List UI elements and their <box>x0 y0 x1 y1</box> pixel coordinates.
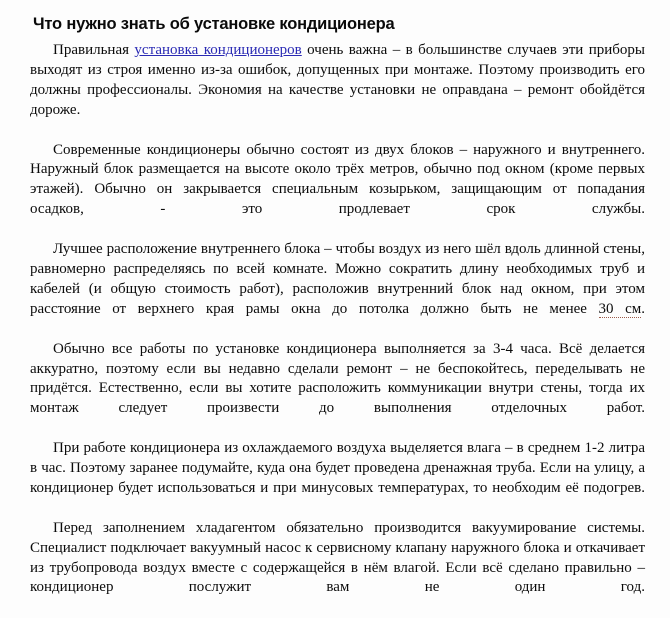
inline-link-air-conditioner-installation[interactable]: установка кондиционеров <box>134 42 302 58</box>
paragraph: Правильная установка кондиционеров очень важна – в большинстве случаев эти приборы выходят из строя именно из-за ошибок, допущенных при монтаже. Поэтому производить его должны профессионалы. Экономия на качестве установки не оправдана – ремонт обойдётся дороже. <box>30 42 645 118</box>
paragraph: Современные кондиционеры обычно состоят из двух блоков – наружного и внутреннего. Наружный блок размещается на высоте около трёх метров, обычно под окном (кроме первых этажей). Обычно он закрывается специальным козырьком, защищающим от попадания осадков, - это продлевает срок службы. <box>30 141 645 218</box>
page-title: Что нужно знать об установке кондиционера <box>33 15 395 33</box>
paragraph: Лучшее расположение внутреннего блока – чтобы воздух из него шёл вдоль длинной стены, равномерно распределяясь по всей комнате. Можно сократить длину необходимых труб и кабелей (и общую стоимость работ), расположив внутренний блок над окном, при этом расстояние от верхнего края рамы окна до потолка должно быть не менее 30 см. <box>30 241 645 317</box>
paragraph: Обычно все работы по установке кондиционера выполняется за 3-4 часа. Всё делается аккуратно, поэтому если вы недавно сделали ремонт – не беспокойтесь, переделывать не придётся. Естественно, если вы хотите расположить коммуникации внутри стены, тогда их монтаж следует произвести до выполнения отделочных работ. <box>30 340 645 417</box>
paragraph: При работе кондиционера из охлаждаемого воздуха выделяется влага – в среднем 1-2 литра в час. Поэтому заранее подумайте, куда она будет проведена дренажная труба. Если на улицу, а кондиционер будет использоваться и при минусовых температурах, то необходим её подогрев. <box>30 440 645 496</box>
article-body <box>30 41 645 618</box>
smart-tag-measurement: 30 см <box>598 300 642 317</box>
paragraph: Перед заполнением хладагентом обязательно производится вакуумирование системы. Специалист подключает вакуумный насос к сервисному клапану наружного блока и откачивает из трубопровода воздух вместе с содержащейся в нём влагой. Если всё сделано правильно – кондиционер послужит вам не один год. <box>30 519 645 596</box>
